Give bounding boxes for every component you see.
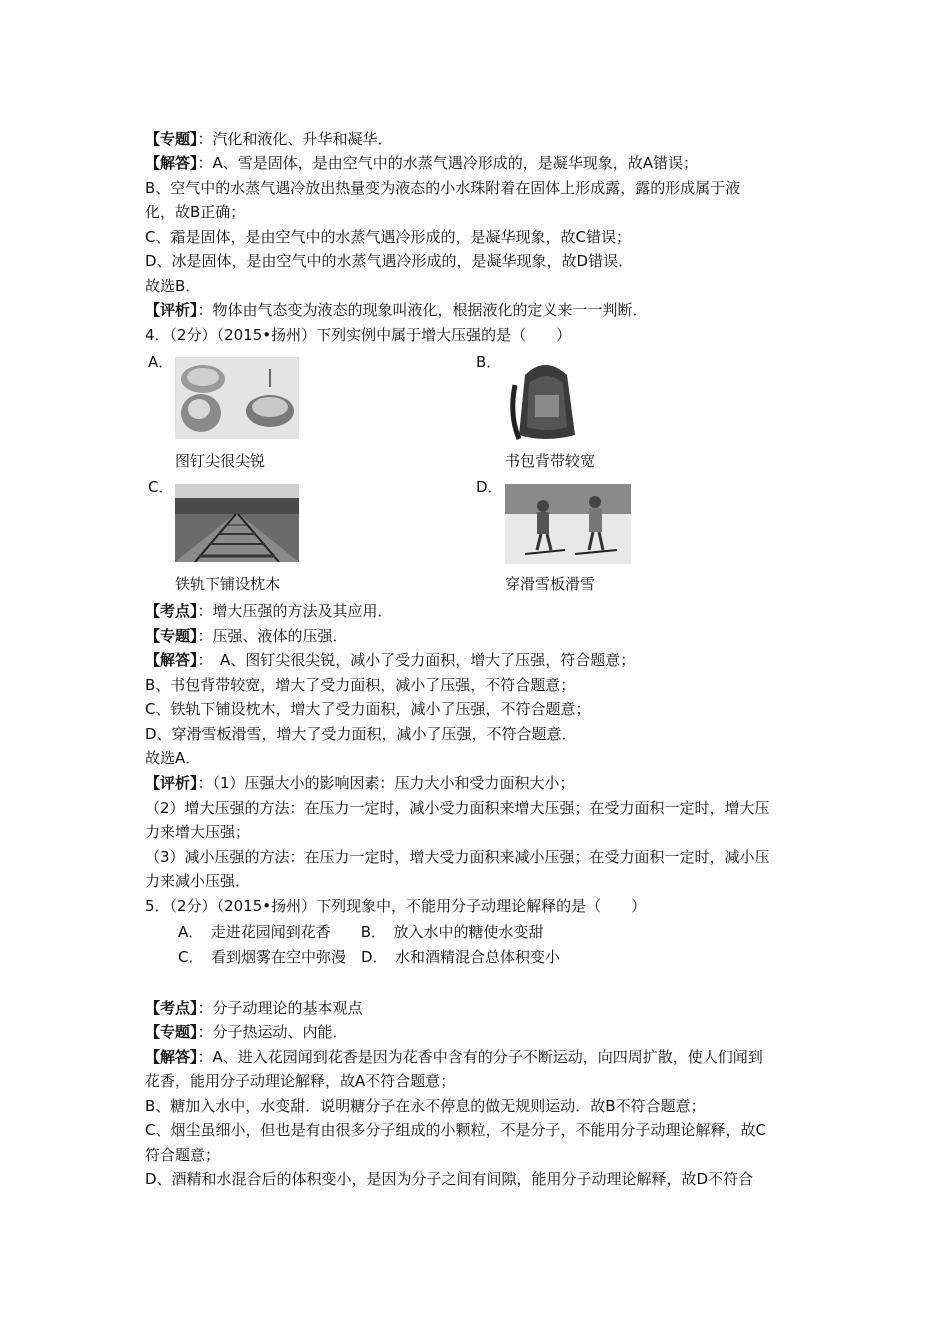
tag: 【解答】 (145, 1048, 198, 1066)
option-b-label: B． (476, 353, 502, 371)
text-line (145, 624, 348, 648)
tag: 【专题】 (145, 1023, 198, 1041)
line-text: ：（1）压强大小的影响因素：压力大小和受力面积大小； (197, 774, 575, 792)
text-line (145, 869, 250, 893)
line-text: 故选B． (145, 277, 201, 295)
option-c-label: C． (148, 478, 174, 496)
text-line (145, 1167, 753, 1191)
tag: 【专题】 (145, 627, 198, 645)
question-4 (145, 323, 571, 347)
text-line (145, 697, 590, 721)
text-line (145, 673, 575, 697)
option-c-caption: 铁轨下铺设枕木 (175, 575, 281, 593)
text-line (145, 996, 363, 1020)
line-text: 化，故B正确； (145, 203, 246, 221)
line-text: B、书包背带较宽，增大了受力面积，减小了压强，不符合题意； (145, 676, 576, 694)
line-text: 4．（2分）（2015•扬州）下列实例中属于增大压强的是（ ） (145, 326, 572, 344)
text-line (145, 249, 633, 273)
line-text: ：增大压强的方法及其应用． (197, 602, 393, 620)
question-5 (145, 894, 646, 918)
backpack-image (505, 355, 587, 443)
line-text: ：物体由气态变为液态的现象叫液化，根据液化的定义来一一判断． (197, 301, 648, 319)
text-line (145, 176, 740, 200)
line-text: ： A、图钉尖很尖锐，减小了受力面积，增大了压强，符合题意； (197, 651, 636, 669)
text-line (145, 1143, 220, 1167)
option-a-caption: 图钉尖很尖锐 (175, 452, 266, 470)
text-line (145, 746, 200, 770)
skiing-image (505, 484, 631, 564)
tag: 【评析】 (145, 301, 198, 319)
text-line (145, 225, 631, 249)
line-text: ：分子动理论的基本观点 (197, 999, 363, 1017)
line-text: 故选A． (145, 749, 201, 767)
text-line (145, 796, 770, 820)
q5-options-row-1: A． 走进花园闻到花香 B． 放入水中的糖使水变甜 (178, 923, 544, 941)
line-text: 符合题意； (145, 1146, 221, 1164)
line-text: （3）减小压强的方法：在压力一定时，增大受力面积来减小压强；在受力面积一定时，减小压 (145, 848, 770, 866)
line-text: B、空气中的水蒸气遇冷放出热量变为液态的小水珠附着在固体上形成露，露的形成属于液 (145, 179, 741, 197)
text-line (145, 722, 577, 746)
line-text: ：压强、液体的压强． (197, 627, 348, 645)
text-line (145, 298, 648, 322)
railway-image (175, 484, 299, 562)
line-text: ：分子热运动、内能． (197, 1023, 348, 1041)
option-d-label: D． (476, 478, 503, 496)
text-line (145, 151, 698, 175)
tag: 【解答】 (145, 154, 198, 172)
thumbtack-image (175, 357, 299, 439)
line-text: D、冰是固体，是由空气中的水蒸气遇冷形成的，是凝华现象，故D错误． (145, 252, 634, 270)
q5-options-row-2: C． 看到烟雾在空中弥漫 D． 水和酒精混合总体积变小 (178, 948, 561, 966)
option-b-caption: 书包背带较宽 (505, 452, 596, 470)
option-d-caption: 穿滑雪板滑雪 (505, 575, 596, 593)
line-text: D、酒精和水混合后的体积变小，是因为分子之间有间隙，能用分子动理论解释，故D不符合 (145, 1170, 754, 1188)
text-line (145, 1020, 348, 1044)
tag: 【评析】 (145, 774, 198, 792)
tag: 【解答】 (145, 651, 198, 669)
text-line (145, 127, 393, 151)
text-line (145, 274, 200, 298)
option-a-label: A． (148, 353, 174, 371)
line-text: 花香，能用分子动理论解释，故A不符合题意； (145, 1072, 456, 1090)
tag: 【考点】 (145, 999, 198, 1017)
text-line (145, 771, 575, 795)
text-line (145, 820, 250, 844)
tag: 【考点】 (145, 602, 198, 620)
text-line (145, 648, 635, 672)
line-text: C、铁轨下铺设枕木，增大了受力面积，减小了压强，不符合题意； (145, 700, 591, 718)
line-text: D、穿滑雪板滑雪，增大了受力面积，减小了压强，不符合题意． (145, 725, 577, 743)
line-text: C、烟尘虽细小，但也是有由很多分子组成的小颗粒，不是分子，不能用分子动理论解释，故C (145, 1121, 766, 1139)
text-line (145, 1045, 763, 1069)
line-text: 力来增大压强； (145, 823, 251, 841)
line-text: B、糖加入水中，水变甜．说明糖分子在永不停息的做无规则运动．故B不符合题意； (145, 1097, 706, 1115)
text-line (145, 845, 770, 869)
text-line (145, 200, 245, 224)
line-text: 5．（2分）（2015•扬州）下列现象中，不能用分子动理论解释的是（ ） (145, 897, 647, 915)
line-text: ：A、雪是固体，是由空气中的水蒸气遇冷形成的，是凝华现象，故A错误； (197, 154, 699, 172)
text-line (145, 1094, 706, 1118)
line-text: ：A、进入花园闻到花香是因为花香中含有的分子不断运动，向四周扩散，使人们闻到 (197, 1048, 763, 1066)
line-text: 力来减小压强． (145, 872, 251, 890)
text-line (145, 1118, 766, 1142)
text-line (145, 599, 393, 623)
line-text: C、霜是固体，是由空气中的水蒸气遇冷形成的，是凝华现象，故C错误； (145, 228, 631, 246)
line-text: （2）增大压强的方法：在压力一定时，减小受力面积来增大压强；在受力面积一定时，增大压 (145, 799, 770, 817)
line-text: ：汽化和液化、升华和凝华． (197, 130, 393, 148)
tag: 【专题】 (145, 130, 198, 148)
text-line (145, 1069, 455, 1093)
